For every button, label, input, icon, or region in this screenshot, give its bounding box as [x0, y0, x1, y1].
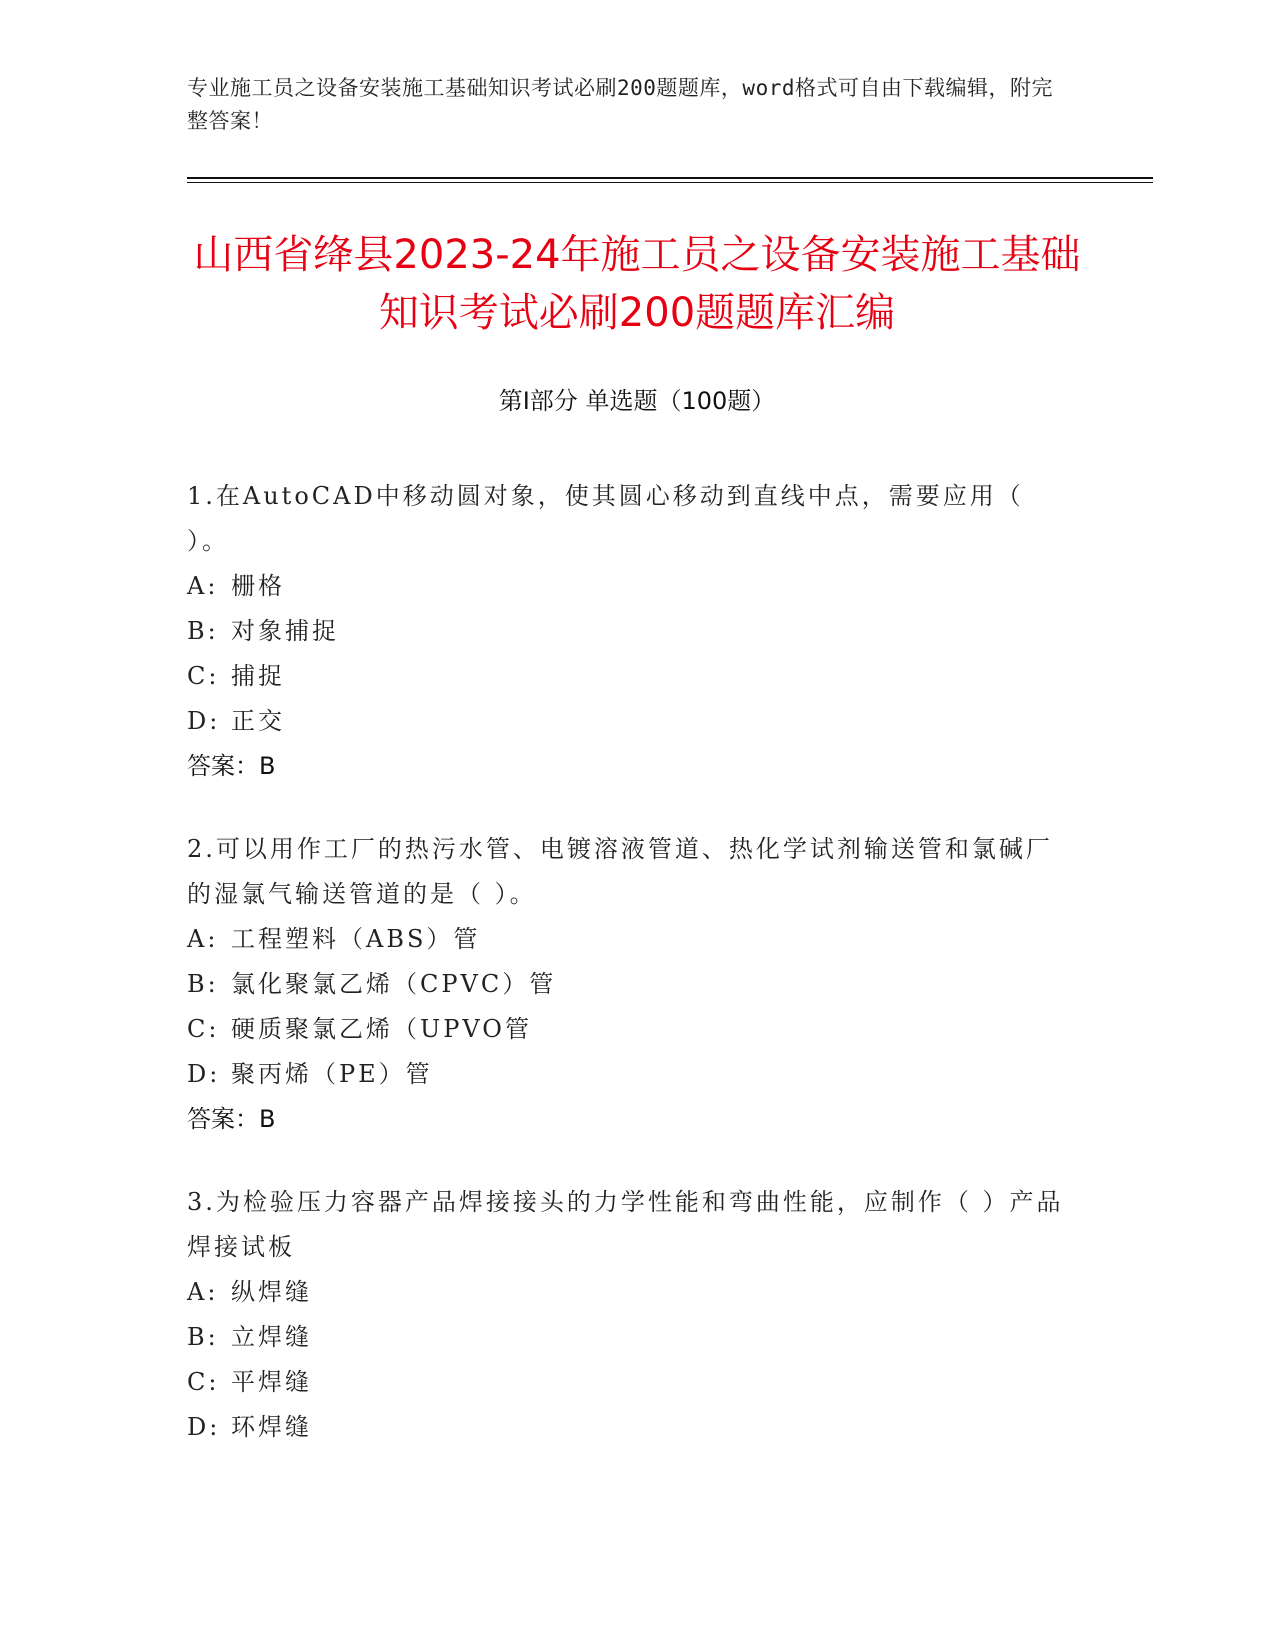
option-a [187, 1270, 1067, 1315]
option-label: D: [187, 707, 221, 735]
header-divider-thin [187, 182, 1153, 183]
header-note: 专业施工员之设备安装施工基础知识考试必刷200题题库，word格式可自由下载编辑，附完整答案！ [187, 76, 1053, 133]
question-2 [187, 827, 1067, 1142]
answer-line: 答案：B [187, 752, 276, 780]
option-c [187, 1007, 1067, 1052]
option-label: D: [187, 1060, 221, 1088]
question-stem: 1.在AutoCAD中移动圆对象，使其圆心移动到直线中点，需要应用（ ）。 [187, 482, 1024, 555]
option-label: C: [187, 1015, 220, 1043]
option-text: 栅格 [231, 572, 285, 600]
option-d [187, 699, 1067, 744]
option-c [187, 654, 1067, 699]
option-text: 平焊缝 [231, 1368, 312, 1396]
option-b [187, 962, 1067, 1007]
question-stem: 3.为检验压力容器产品焊接接头的力学性能和弯曲性能，应制作（ ）产品焊接试板 [187, 1188, 1064, 1261]
header-divider-thick [187, 177, 1153, 179]
question-1 [187, 474, 1067, 789]
option-label: A: [187, 572, 219, 600]
option-d [187, 1052, 1067, 1097]
section-heading: 第Ⅰ部分 单选题（100题） [498, 387, 776, 415]
option-text: 纵焊缝 [231, 1278, 312, 1306]
option-label: C: [187, 662, 220, 690]
option-text: 工程塑料（ABS）管 [231, 925, 481, 953]
question-3 [187, 1180, 1067, 1450]
option-text: 环焊缝 [231, 1413, 312, 1441]
option-b [187, 1315, 1067, 1360]
option-b [187, 609, 1067, 654]
option-label: B: [187, 970, 219, 998]
answer-line: 答案：B [187, 1105, 276, 1133]
option-d [187, 1405, 1067, 1450]
document-title: 山西省绛县2023-24年施工员之设备安装施工基础知识考试必刷200题题库汇编 [193, 232, 1081, 336]
option-text: 对象捕捉 [231, 617, 339, 645]
option-label: D: [187, 1413, 221, 1441]
option-text: 正交 [231, 707, 285, 735]
option-label: B: [187, 617, 219, 645]
option-text: 立焊缝 [231, 1323, 312, 1351]
option-label: B: [187, 1323, 219, 1351]
question-stem: 2.可以用作工厂的热污水管、电镀溶液管道、热化学试剂输送管和氯碱厂的湿氯气输送管道的是（ ）。 [187, 835, 1053, 908]
option-text: 硬质聚氯乙烯（UPVO管 [231, 1015, 532, 1043]
option-c [187, 1360, 1067, 1405]
option-a [187, 917, 1067, 962]
option-text: 聚丙烯（PE）管 [231, 1060, 433, 1088]
option-text: 捕捉 [231, 662, 285, 690]
question-list [187, 474, 1067, 1488]
option-label: A: [187, 1278, 219, 1306]
option-a [187, 564, 1067, 609]
option-text: 氯化聚氯乙烯（CPVC）管 [231, 970, 557, 998]
option-label: A: [187, 925, 219, 953]
option-label: C: [187, 1368, 220, 1396]
